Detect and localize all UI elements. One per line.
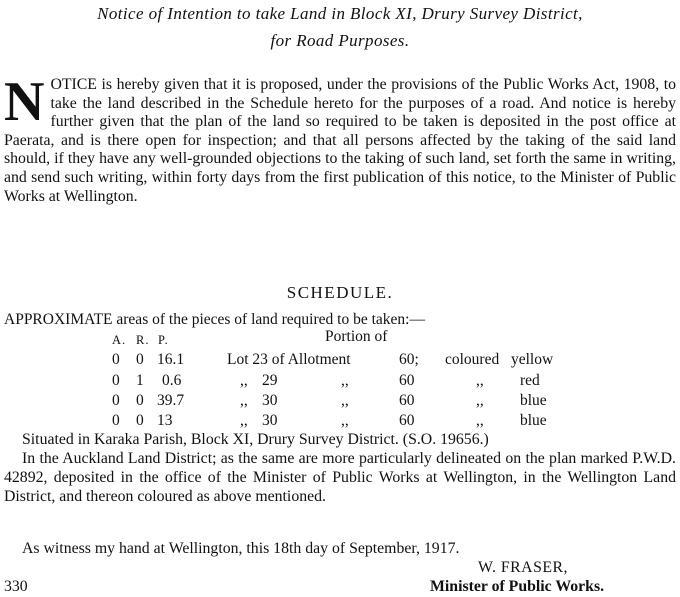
perches-value: 39.7 <box>157 392 185 409</box>
colour-prefix: coloured <box>445 351 500 368</box>
lot-label: Lot 23 of Allotment <box>227 351 351 368</box>
notice-body <box>4 71 676 206</box>
perches-value: 13 <box>157 412 173 429</box>
acres-value: 0 <box>112 392 120 409</box>
colour-value: yellow <box>511 351 554 368</box>
roods-value: 0 <box>136 412 144 429</box>
schedule-row <box>0 372 680 391</box>
ditto-mark: ,, <box>341 372 349 389</box>
ditto-mark: ,, <box>476 372 484 389</box>
allotment-value: 60 <box>399 392 415 409</box>
ditto-mark: ,, <box>341 412 349 429</box>
signer-name: W. FRASER, <box>478 559 569 576</box>
ditto-mark: ,, <box>341 392 349 409</box>
acres-value: 0 <box>112 412 120 429</box>
ditto-mark: ,, <box>476 392 484 409</box>
colour-value: blue <box>520 392 547 409</box>
schedule-row <box>0 392 680 411</box>
allotment-value: 60 <box>399 372 415 389</box>
signer-title: Minister of Public Works. <box>430 578 605 595</box>
acres-value: 0 <box>112 372 120 389</box>
column-header-roods: R. <box>136 333 150 347</box>
notice-subtitle: for Road Purposes. <box>270 31 410 50</box>
witness-line: As witness my hand at Wellington, this 18th day of September, 1917. <box>22 540 460 557</box>
lot-value: 30 <box>262 392 278 409</box>
schedule-row <box>0 351 680 370</box>
ditto-mark: ,, <box>240 392 248 409</box>
perches-value: 0.6 <box>162 372 182 389</box>
notice-body-text: OTICE is hereby given that it is proposed, under the provisions of the Public Works Act, 1908, to take the land described in the Schedule hereto for the purposes of a road. And notice is hereby further given that the plan of the land so required to be taken is deposited in the post office at Paerata, and is there open for inspection; and that all persons affected by the taking of the said land should, if they have any well-grounded objections to the taking of such land, set forth the same in writing, and send such writing, within forty days from the first publication of this notice, to the Minister of Public Works at Wellington. <box>4 76 676 205</box>
colour-value: blue <box>520 412 547 429</box>
schedule-notes <box>4 430 676 506</box>
portion-heading: Portion of <box>325 328 388 345</box>
ditto-mark: ,, <box>240 372 248 389</box>
ditto-mark: ,, <box>476 412 484 429</box>
schedule-intro: APPROXIMATE areas of the pieces of land required to be taken:— <box>4 311 425 328</box>
schedule-row <box>0 412 680 431</box>
situated-line: Situated in Karaka Parish, Block XI, Drury Survey District. (S.O. 19656.) <box>22 431 489 448</box>
allotment-value: 60; <box>399 351 419 368</box>
roods-value: 0 <box>136 392 144 409</box>
drop-cap: N <box>4 71 45 133</box>
colour-value: red <box>520 372 540 389</box>
page-number: 330 <box>4 578 28 595</box>
acres-value: 0 <box>112 351 120 368</box>
schedule-heading: SCHEDULE. <box>286 283 394 302</box>
ditto-mark: ,, <box>240 412 248 429</box>
allotment-value: 60 <box>399 412 415 429</box>
district-paragraph: In the Auckland Land District; as the same are more particularly delineated on the plan marked P.W.D. 42892, deposited in the office of the Minister of Public Works at Wellington, in the Wellington Land District, and thereon coloured as above mentioned. <box>4 450 676 505</box>
lot-value: 30 <box>262 412 278 429</box>
column-header-acres: A. <box>112 333 127 347</box>
roods-value: 1 <box>136 372 144 389</box>
perches-value: 16.1 <box>157 351 185 368</box>
column-header-perches: P. <box>158 333 169 347</box>
notice-title: Notice of Intention to take Land in Block XI, Drury Survey District, <box>97 4 583 23</box>
lot-value: 29 <box>262 372 278 389</box>
roods-value: 0 <box>136 351 144 368</box>
